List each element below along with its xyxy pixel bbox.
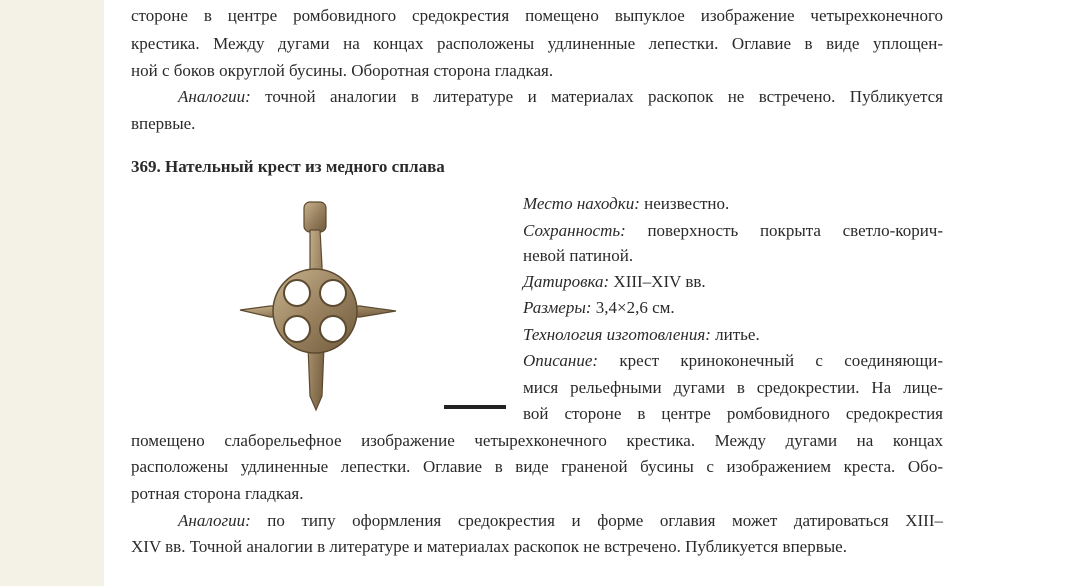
field-size-label: Размеры: [523,298,592,317]
cross-illustration [230,196,402,414]
page-margin-strip [0,0,104,586]
field-condition [523,221,943,241]
field-technology-value: литье. [710,325,760,344]
description-line-2: расположены удлиненные лепестки. Оглавие в виде граненой бусины с изображением креста. Обо- [131,457,943,476]
field-size [523,298,675,318]
field-findspot-value: неизвестно. [639,194,730,213]
field-size-value: 3,4×2,6 см. [591,298,675,317]
field-dating-label: Датировка: [523,272,610,291]
field-technology-label: Технология изготовления: [523,325,711,344]
field-findspot [523,194,729,214]
field-description [523,351,943,371]
scale-bar [444,405,506,409]
field-condition-value: поверхность покрыта светло-корич- [625,221,943,240]
field-description-cont-2: вой стороне в центре ромбовидного средокрестия [523,404,943,423]
analogies-label: Аналогии: [178,511,251,530]
field-description-value: крест криноконечный с соединяющи- [598,351,943,370]
prev-analogies-cont: впервые. [131,114,196,133]
field-condition-label: Сохранность: [523,221,626,240]
prev-analogies-line [178,87,943,107]
prev-text-line-3: ной с боков округлой бусины. Оборотная сторона гладкая. [131,61,554,80]
analogies-cont: XIV вв. Точной аналогии в литературе и материалах раскопок не встречено. Публикуется впервые. [131,537,847,556]
entry-heading [131,157,445,177]
prev-text-line-1: стороне в центре ромбовидного средокрестия помещено выпуклое изображение четырехконечного [131,6,943,25]
description-line-1: помещено слаборельефное изображение четырехконечного крестика. Между дугами на концах [131,431,943,450]
cross-photo [230,196,402,414]
prev-text-line-2: крестика. Между дугами на концах расположены удлиненные лепестки. Оглавие в виде уплощен- [131,34,943,53]
field-dating-value: XIII–XIV вв. [609,272,706,291]
field-technology [523,325,760,345]
field-findspot-label: Место находки: [523,194,640,213]
description-line-3: ротная сторона гладкая. [131,484,304,503]
field-description-label: Описание: [523,351,599,370]
entry-title: Нательный крест из медного сплава [165,157,445,176]
field-dating [523,272,706,292]
prev-analogies-text: точной аналогии в литературе и материалах раскопок не встречено. Публикуется [250,87,943,106]
analogies-line [178,511,943,531]
entry-number: 369. [131,157,161,176]
field-description-cont-1: мися рельефными дугами в средокрестии. На лице- [523,378,943,397]
prev-analogies-label: Аналогии: [178,87,251,106]
analogies-text: по типу оформления средокрестия и форме оглавия может датироваться XIII– [250,511,943,530]
field-condition-cont: невой патиной. [523,246,634,265]
